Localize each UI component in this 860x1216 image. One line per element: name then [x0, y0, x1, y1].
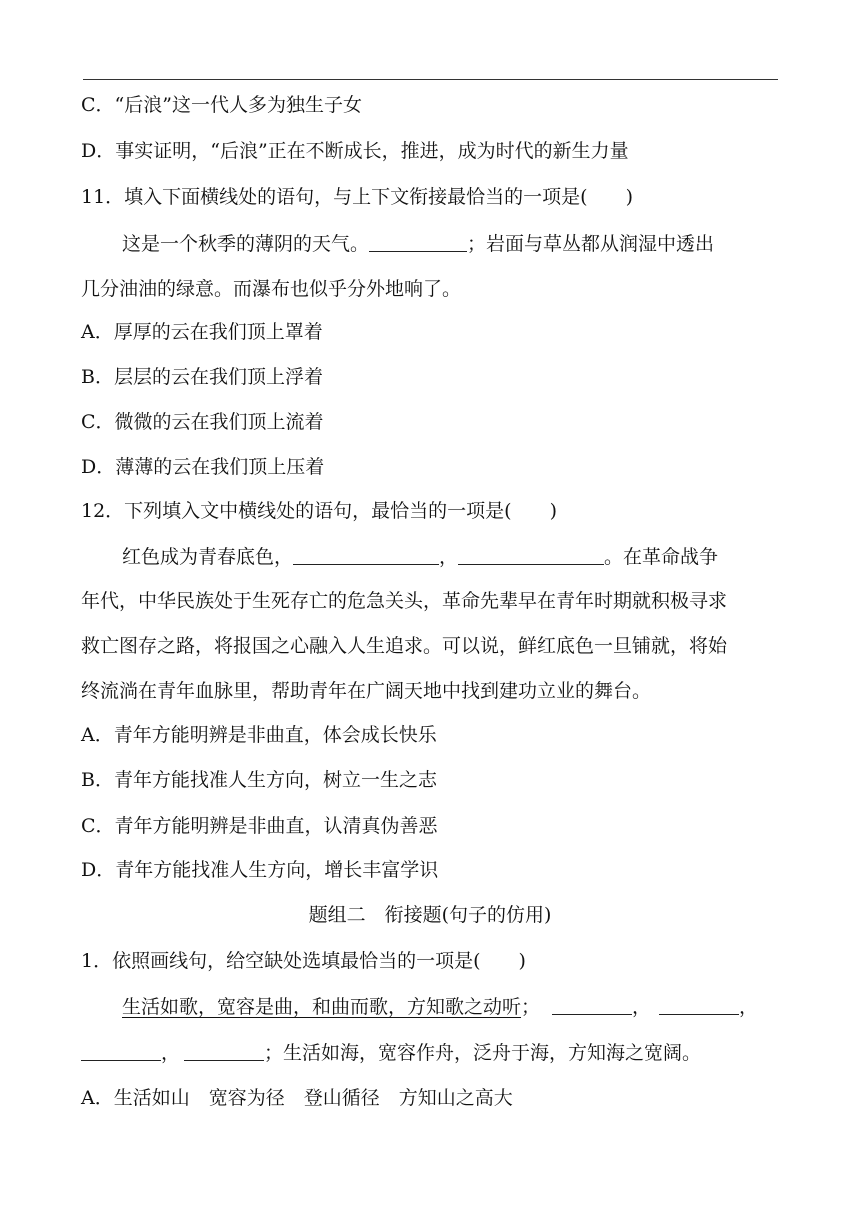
question-11-option-d: D．薄薄的云在我们顶上压着 — [81, 456, 325, 478]
fill-blank — [659, 996, 739, 1015]
question-1-passage-line1: 生活如歌，宽容是曲，和曲而歌，方知歌之动听； ， ， — [122, 996, 759, 1018]
underlined-sentence: 生活如歌，宽容是曲，和曲而歌，方知歌之动听 — [122, 996, 522, 1018]
fill-blank — [293, 546, 439, 565]
question-12-option-b: B．青年方能找准人生方向，树立一生之志 — [81, 769, 437, 791]
question-12-option-d: D．青年方能找准人生方向，增长丰富学识 — [81, 859, 439, 881]
question-12-passage-line4: 终流淌在青年血脉里，帮助青年在广阔天地中找到建功立业的舞台。 — [81, 680, 652, 702]
question-12-stem: 12．下列填入文中横线处的语句，最恰当的一项是( ) — [81, 500, 558, 522]
fill-blank — [458, 546, 604, 565]
question-11-option-c: C．微微的云在我们顶上流着 — [81, 411, 324, 433]
question-12-option-a: A．青年方能明辨是非曲直，体会成长快乐 — [81, 724, 437, 746]
question-12-passage-line3: 救亡图存之路，将报国之心融入人生追求。可以说，鲜红底色一旦铺就，将始 — [81, 635, 728, 657]
question-1-stem: 1．依照画线句，给空缺处选填最恰当的一项是( ) — [81, 950, 526, 972]
question-1-passage-line2: ， ；生活如海，宽容作舟，泛舟于海，方知海之宽阔。 — [81, 1040, 701, 1066]
question-11-passage-line1: 这是一个秋季的薄阴的天气。 ；岩面与草丛都从润湿中透出 — [122, 233, 715, 255]
question-11-stem: 11．填入下面横线处的语句，与上下文衔接最恰当的一项是( ) — [81, 186, 634, 208]
option-d-q10: D．事实证明，“后浪”正在不断成长，推进，成为时代的新生力量 — [81, 140, 629, 162]
fill-blank — [369, 233, 467, 252]
section-title: 题组二 衔接题(句子的仿用) — [308, 904, 552, 926]
fill-blank — [184, 1042, 264, 1061]
fill-blank — [81, 1042, 161, 1061]
header-rule — [83, 79, 778, 80]
question-12-passage-line2: 年代，中华民族处于生死存亡的危急关头，革命先辈早在青年时期就积极寻求 — [81, 590, 728, 612]
question-12-option-c: C．青年方能明辨是非曲直，认清真伪善恶 — [81, 815, 438, 837]
question-12-passage-line1: 红色成为青春底色， ， 。在革命战争 — [122, 546, 719, 568]
fill-blank — [552, 996, 632, 1015]
question-11-option-a: A．厚厚的云在我们顶上罩着 — [81, 321, 323, 343]
question-11-passage-line2: 几分油油的绿意。而瀑布也似乎分外地响了。 — [81, 278, 462, 300]
question-1-option-a: A．生活如山 宽容为径 登山循径 方知山之高大 — [81, 1087, 513, 1109]
option-c-q10: C．“后浪”这一代人多为独生子女 — [81, 94, 362, 116]
question-11-option-b: B．层层的云在我们顶上浮着 — [81, 366, 323, 388]
